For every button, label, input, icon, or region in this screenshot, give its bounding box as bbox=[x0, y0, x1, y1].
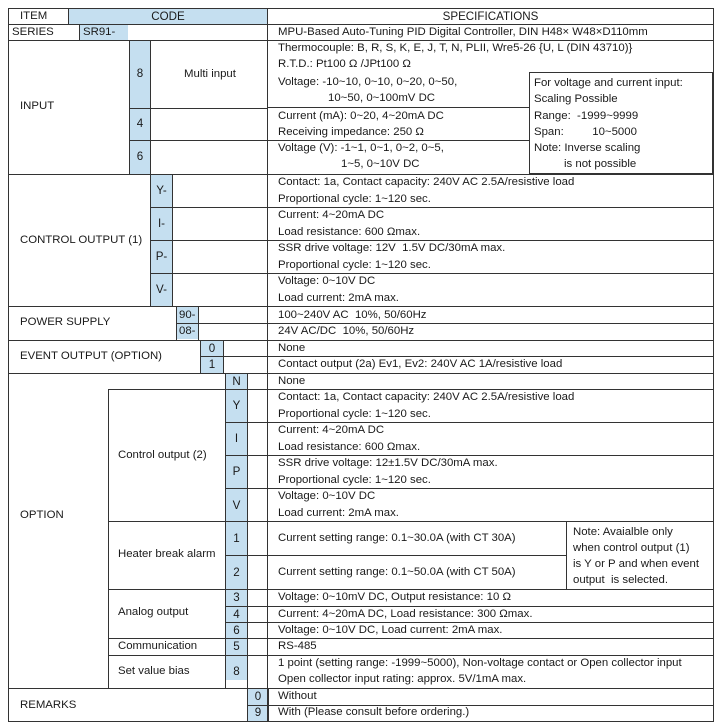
input-code-6: 6 bbox=[136, 150, 144, 163]
rule bbox=[8, 8, 714, 9]
heater-break-note: output is selected. bbox=[573, 574, 668, 586]
remarks-spec: With (Please consult before ordering.) bbox=[278, 706, 470, 718]
rule bbox=[150, 207, 714, 208]
set-value-bias-code: 8 bbox=[233, 665, 240, 678]
input-note-line: is not possible bbox=[564, 158, 637, 170]
multi-input-label: Multi input bbox=[184, 68, 236, 80]
rule bbox=[108, 638, 714, 639]
remarks-label: REMARKS bbox=[20, 699, 77, 711]
rule bbox=[226, 455, 714, 456]
rule bbox=[566, 521, 567, 589]
input-code-8: 8 bbox=[136, 67, 144, 80]
event-output-spec: Contact output (2a) Ev1, Ev2: 240V AC 1A/resistive load bbox=[278, 358, 563, 370]
rule bbox=[268, 688, 269, 721]
option-none-spec: None bbox=[278, 375, 306, 387]
header-specifications: SPECIFICATIONS bbox=[442, 10, 539, 23]
set-value-bias-spec: Open collector input rating: approx. 5V/1mA max. bbox=[278, 673, 527, 685]
input-note-line: Range: -1999~9999 bbox=[534, 110, 639, 122]
control-output2-spec: SSR drive voltage: 12±1.5V DC/30mA max. bbox=[278, 457, 498, 469]
power-supply-code: 08- bbox=[179, 325, 196, 337]
option-label: OPTION bbox=[20, 509, 64, 521]
option-code-n: N bbox=[232, 375, 241, 388]
control-output-spec: Voltage: 0~10V DC bbox=[278, 275, 376, 287]
event-output-code: 0 bbox=[208, 342, 216, 355]
power-supply-code: 90- bbox=[179, 309, 196, 321]
analog-output-code: 6 bbox=[233, 624, 240, 637]
rule bbox=[150, 40, 151, 174]
power-supply-spec: 100~240V AC 10%, 50/60Hz bbox=[278, 309, 427, 321]
heater-break-spec: Current setting range: 0.1~50.0A (with CT 50A) bbox=[278, 566, 516, 578]
control-output2-spec: Proportional cycle: 1~120 sec. bbox=[278, 474, 431, 486]
rule bbox=[226, 606, 714, 607]
control-output-spec: Current: 4~20mA DC bbox=[278, 209, 385, 221]
rule bbox=[226, 422, 714, 423]
communication-spec: RS-485 bbox=[278, 640, 317, 652]
heater-break-spec: Current setting range: 0.1~30.0A (with CT 30A) bbox=[278, 532, 516, 544]
set-value-bias-label: Set value bias bbox=[118, 665, 190, 677]
input-spec-voltage-v-2: 1~5, 0~10V DC bbox=[341, 158, 420, 170]
analog-output-spec: Voltage: 0~10mV DC, Output resistance: 10 Ω bbox=[278, 591, 511, 603]
control-output-code-y: Y- bbox=[156, 184, 167, 197]
control-output-spec: Contact: 1a, Contact capacity: 240V AC 2.5A/resistive load bbox=[278, 176, 575, 188]
control-output-spec: Load resistance: 600 Ωmax. bbox=[278, 226, 421, 238]
control-output2-spec: Current: 4~20mA DC bbox=[278, 424, 385, 436]
remarks-code: 0 bbox=[254, 690, 262, 703]
rule bbox=[172, 174, 173, 306]
input-spec-thermocouple: Thermocouple: B, R, S, K, E, J, T, N, PLII, Wre5-26 {U, L (DIN 43710)} bbox=[278, 42, 633, 54]
communication-label: Communication bbox=[118, 640, 198, 652]
rule bbox=[713, 8, 714, 722]
rule bbox=[8, 40, 714, 41]
communication-code: 5 bbox=[233, 640, 240, 653]
control-output2-spec: Load current: 2mA max. bbox=[278, 507, 399, 519]
rule bbox=[108, 589, 714, 590]
rule bbox=[8, 721, 714, 722]
input-note-line: For voltage and current input: bbox=[534, 77, 683, 89]
analog-output-label: Analog output bbox=[118, 606, 189, 618]
series-code: SR91- bbox=[83, 26, 116, 38]
rule bbox=[108, 389, 109, 688]
rule bbox=[108, 655, 714, 656]
control-output2-code-p: P bbox=[232, 465, 241, 478]
rule bbox=[79, 24, 80, 40]
series-label: SERIES bbox=[12, 26, 54, 38]
control-output-label: CONTROL OUTPUT (1) bbox=[20, 234, 143, 246]
input-note-line: Span: 10~5000 bbox=[534, 126, 637, 138]
input-spec-voltage: Voltage: -10~10, 0~10, 0~20, 0~50, bbox=[278, 76, 458, 88]
event-output-label: EVENT OUTPUT (OPTION) bbox=[20, 350, 162, 362]
heater-break-code: 1 bbox=[233, 532, 240, 545]
heater-break-note: Note: Avaialble only bbox=[573, 526, 673, 538]
remarks-code: 9 bbox=[254, 706, 262, 719]
set-value-bias-spec: 1 point (setting range: -1999~5000), Non-voltage contact or Open collector input bbox=[278, 657, 682, 669]
input-code-4: 4 bbox=[136, 117, 144, 130]
power-supply-spec: 24V AC/DC 10%, 50/60Hz bbox=[278, 325, 415, 337]
input-note-line: Note: Inverse scaling bbox=[534, 142, 641, 154]
event-output-spec: None bbox=[278, 342, 306, 354]
input-label: INPUT bbox=[20, 100, 55, 112]
control-output-code-i: I- bbox=[157, 217, 166, 230]
input-spec-current: Current (mA): 0~20, 4~20mA DC bbox=[278, 110, 444, 122]
analog-output-code: 3 bbox=[233, 591, 240, 604]
control-output2-label: Control output (2) bbox=[118, 449, 207, 461]
control-output2-spec: Load resistance: 600 Ωmax. bbox=[278, 441, 421, 453]
header-item: ITEM bbox=[20, 10, 48, 22]
control-output-code-v: V- bbox=[156, 283, 167, 296]
heater-break-code: 2 bbox=[233, 566, 240, 579]
control-output-spec: SSR drive voltage: 12V 1.5V DC/30mA max. bbox=[278, 242, 506, 254]
control-output-spec: Proportional cycle: 1~120 sec. bbox=[278, 259, 431, 271]
heater-break-label: Heater break alarm bbox=[118, 548, 216, 560]
input-note-line: Scaling Possible bbox=[534, 93, 618, 105]
control-output2-spec: Contact: 1a, Contact capacity: 240V AC 2.5A/resistive load bbox=[278, 391, 575, 403]
control-output2-code-v: V bbox=[232, 499, 241, 512]
control-output2-code-y: Y bbox=[232, 399, 241, 412]
rule bbox=[8, 340, 714, 341]
rule bbox=[108, 389, 714, 390]
input-spec-voltage-v: Voltage (V): -1~1, 0~1, 0~2, 0~5, bbox=[278, 142, 444, 154]
event-output-code: 1 bbox=[208, 358, 216, 371]
rule bbox=[176, 323, 714, 324]
rule bbox=[200, 356, 714, 357]
analog-output-spec: Voltage: 0~10V DC, Load current: 2mA max. bbox=[278, 624, 503, 636]
rule bbox=[198, 306, 199, 340]
control-output2-spec: Proportional cycle: 1~120 sec. bbox=[278, 408, 431, 420]
rule bbox=[226, 488, 714, 489]
rule bbox=[8, 174, 714, 175]
control-output-spec: Load current: 2mA max. bbox=[278, 292, 399, 304]
rule bbox=[8, 24, 714, 25]
control-output-spec: Proportional cycle: 1~120 sec. bbox=[278, 193, 431, 205]
rule bbox=[176, 306, 177, 340]
rule bbox=[226, 555, 566, 556]
rule bbox=[268, 107, 529, 108]
rule bbox=[267, 8, 268, 722]
rule bbox=[150, 240, 714, 241]
rule bbox=[226, 622, 714, 623]
rule bbox=[8, 306, 714, 307]
control-output2-code-i: I bbox=[234, 432, 239, 445]
heater-break-note: is Y or P and when event bbox=[573, 558, 700, 570]
rule bbox=[247, 373, 248, 721]
header-code: CODE bbox=[151, 10, 185, 23]
rule bbox=[8, 373, 714, 374]
rule bbox=[8, 8, 9, 722]
remarks-spec: Without bbox=[278, 690, 317, 702]
control-output-code-p: P- bbox=[155, 250, 168, 263]
analog-output-spec: Current: 4~20mA DC, Load resistance: 300 Ωmax. bbox=[278, 608, 533, 620]
rule bbox=[268, 140, 529, 141]
rule bbox=[150, 273, 714, 274]
input-spec-rtd: R.T.D.: Pt100 Ω /JPt100 Ω bbox=[278, 58, 411, 70]
control-output2-spec: Voltage: 0~10V DC bbox=[278, 490, 376, 502]
input-spec-impedance: Receiving impedance: 250 Ω bbox=[278, 126, 424, 138]
power-supply-label: POWER SUPPLY bbox=[20, 316, 111, 328]
rule bbox=[8, 688, 714, 689]
analog-output-code: 4 bbox=[233, 608, 240, 621]
rule bbox=[223, 340, 224, 373]
rule bbox=[108, 521, 714, 522]
input-spec-voltage-2: 10~50, 0~100mV DC bbox=[328, 92, 436, 104]
series-spec: MPU-Based Auto-Tuning PID Digital Controller, DIN H48× W48×D110mm bbox=[278, 26, 648, 38]
heater-break-note: when control output (1) bbox=[573, 542, 690, 554]
